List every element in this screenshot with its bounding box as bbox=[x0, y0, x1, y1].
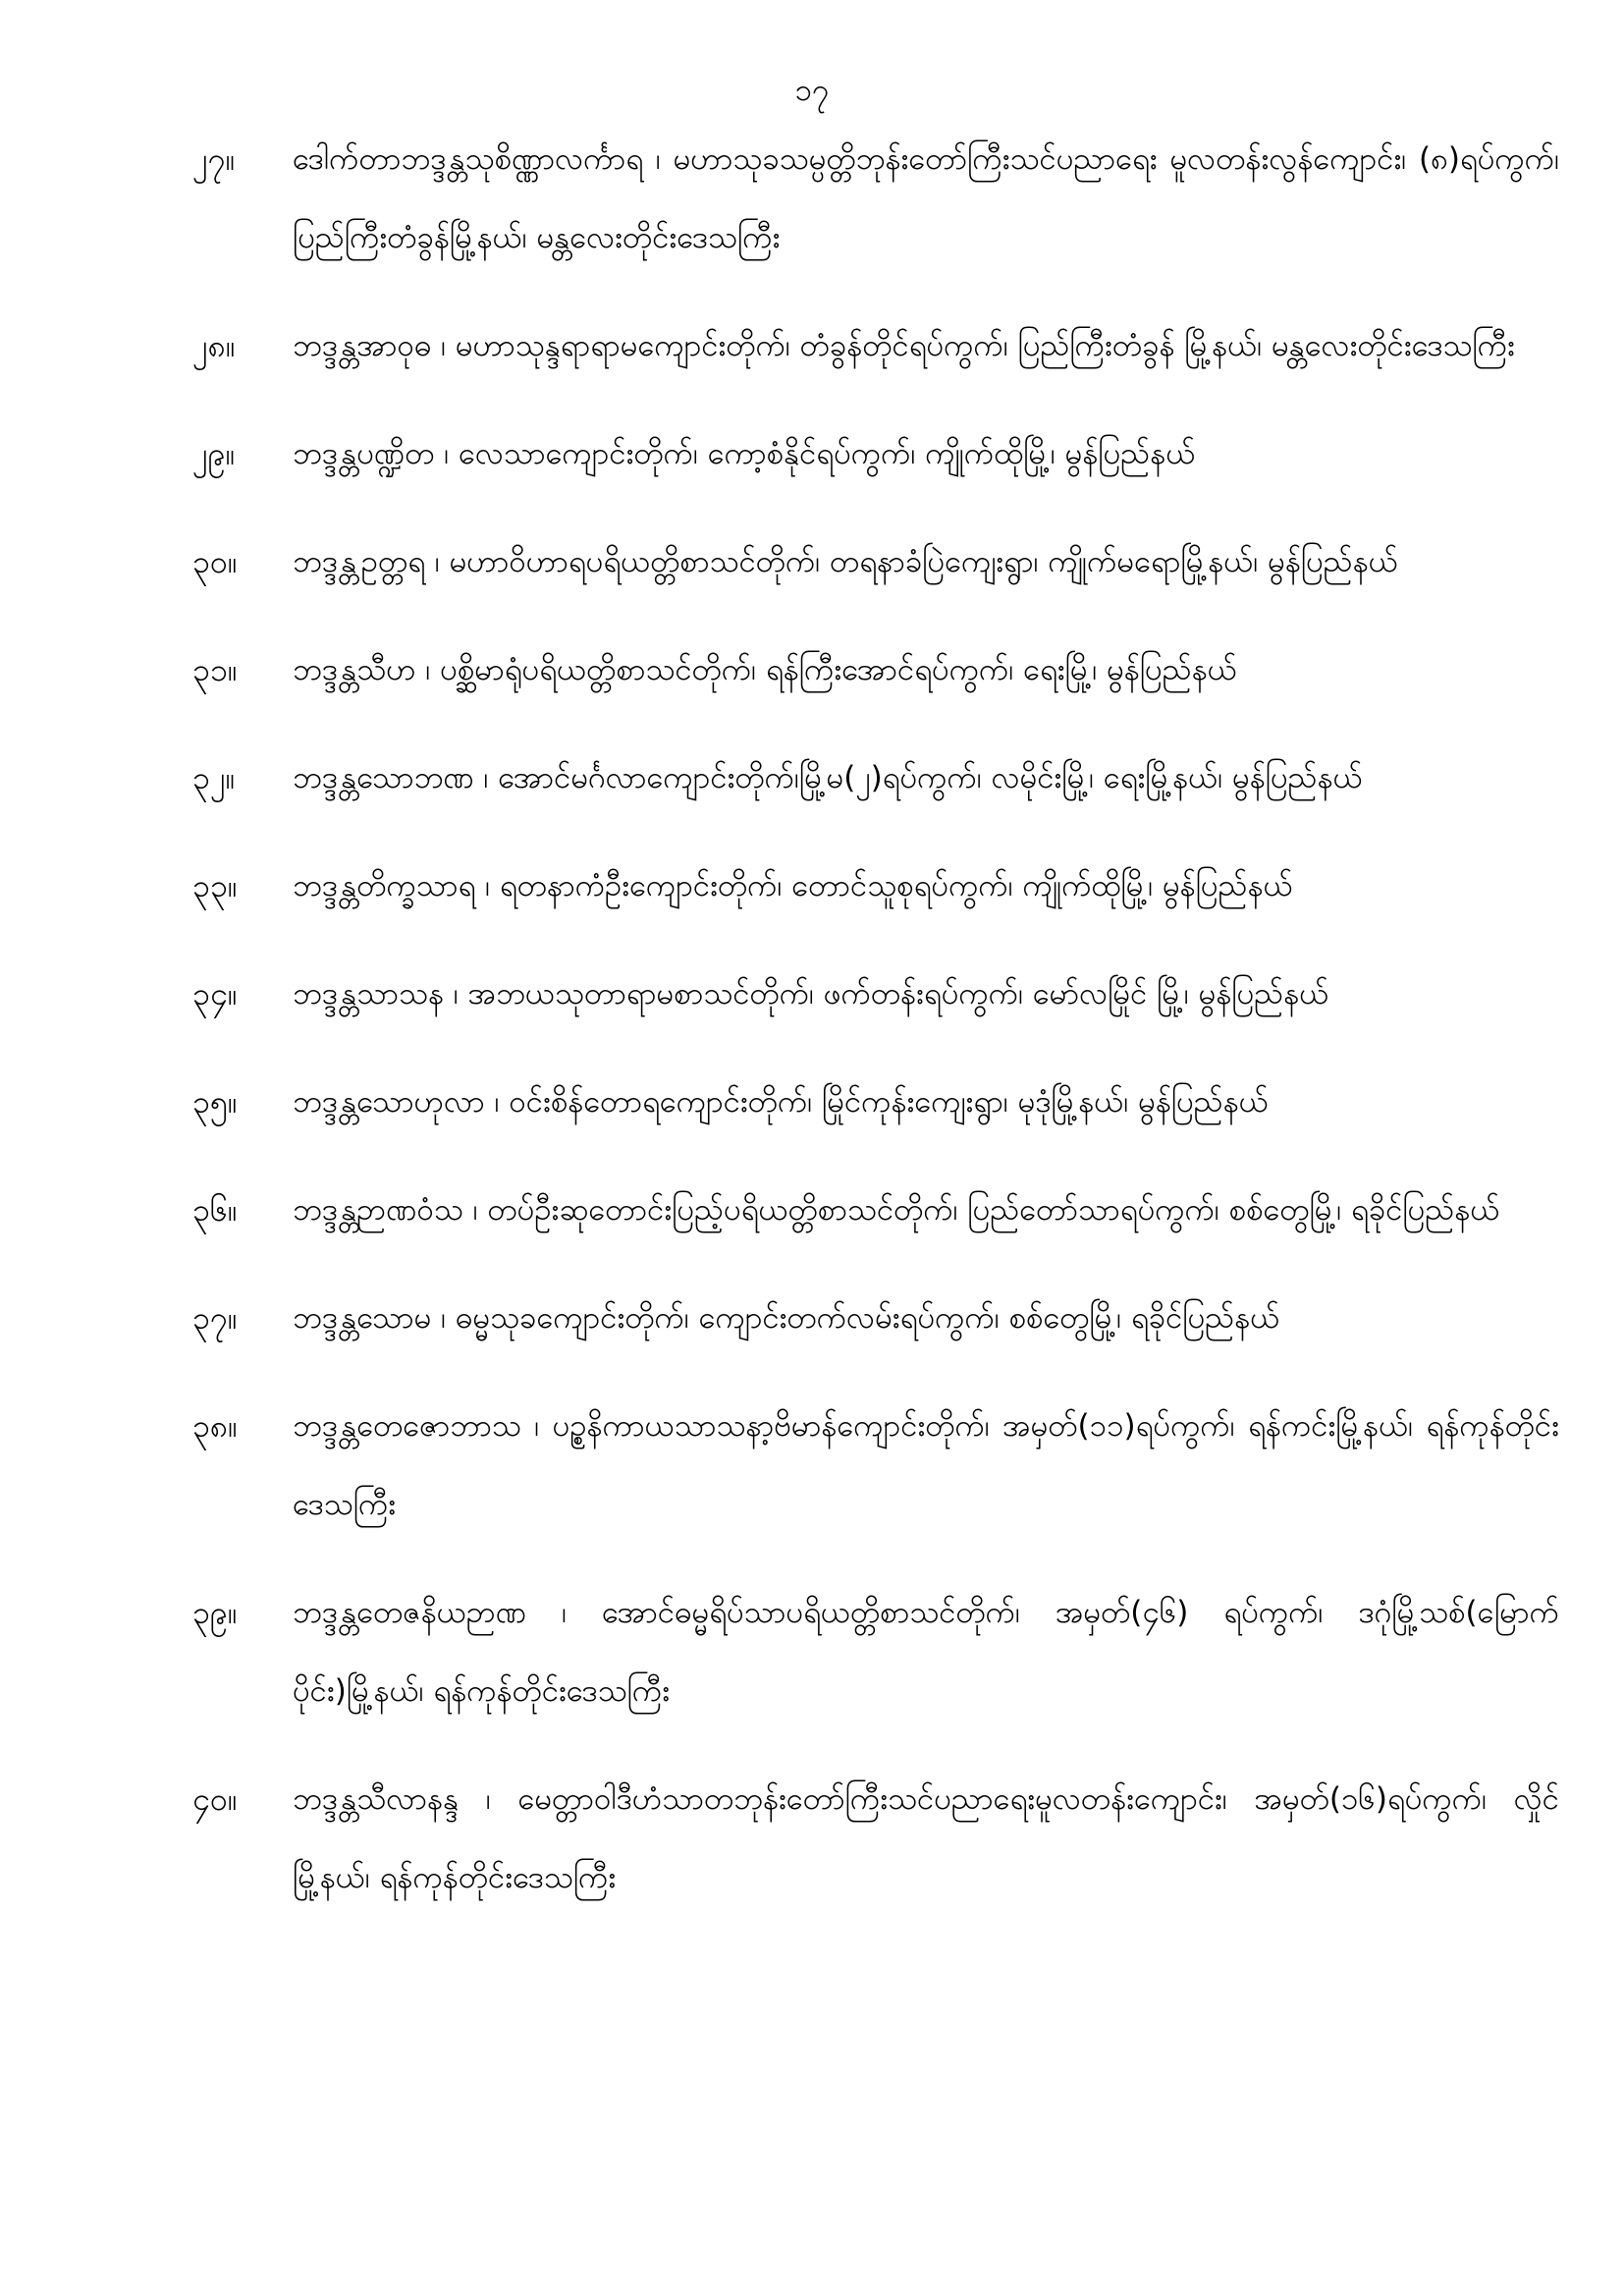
entry-number: ၃၃။ bbox=[192, 867, 238, 904]
entry-number: ၃၁။ bbox=[192, 651, 238, 688]
list-item bbox=[0, 120, 1624, 277]
list-item bbox=[0, 1171, 1624, 1249]
list-item bbox=[0, 630, 1624, 709]
list-item bbox=[0, 847, 1624, 925]
list-item bbox=[0, 1387, 1624, 1544]
list-item bbox=[0, 522, 1624, 601]
entry-list bbox=[0, 120, 1624, 1946]
entry-text: ဘဒ္ဒန္တသီဟ ၊ ပစ္ဆိမာရုံပရိယတ္တိစာသင်တိုက်၊ ရန်ကြီးအောင်ရပ်ကွက်၊ ရေးမြို့၊ မွန်ပြည်နယ် bbox=[293, 652, 1237, 687]
entry-text: ဘဒ္ဒန္တပဏ္ဍိတ ၊ လေသာကျောင်းတိုက်၊ ကော့စံနိုင်ရပ်ကွက်၊ ကျိုက်ထိုမြို့၊ မွန်ပြည်နယ် bbox=[293, 436, 1196, 471]
entry-number: ၂၈။ bbox=[192, 327, 236, 364]
list-item bbox=[0, 955, 1624, 1033]
entry-text: ဘဒ္ဒန္တဥတ္တရ ၊ မဟာဝိဟာရပရိယတ္တိစာသင်တိုက်၊ တရနာခံပြဲကျေးရွာ၊ ကျိုက်မရောမြို့နယ်၊ မွန်ပြည်နယ် bbox=[293, 544, 1398, 579]
entry-number: ၃၀။ bbox=[192, 543, 238, 580]
entry-number: ၃၇။ bbox=[192, 1299, 238, 1337]
entry-number: ၃၉။ bbox=[192, 1594, 238, 1631]
entry-number: ၂၉။ bbox=[192, 435, 236, 472]
entry-text: ဘဒ္ဒန္တသီလာနန္ဒ ၊ မေတ္တာဝါဒီဟံသာတဘုန်းတော်ကြီးသင်ပညာရေးမူလတန်းကျောင်း၊ အမှတ်(၁၆)ရပ်ကွက်၊ လှိုင်မြို့နယ်၊ ရန်ကုန်တိုင်းဒေသကြီး bbox=[293, 1781, 1559, 1895]
list-item bbox=[0, 1279, 1624, 1357]
entry-number: ၂၇။ bbox=[192, 140, 236, 178]
entry-text: ဒေါက်တာဘဒ္ဒန္တသုစိဏ္ဏာလင်္ကာရ ၊ မဟာသုခသမ္ပတ္တိဘုန်းတော်ကြီးသင်ပညာရေး မူလတန်းလွန်ကျောင်း၊ (၈)ရပ်ကွက်၊ ပြည်ကြီးတံခွန်မြို့နယ်၊ မန္တလေးတိုင်းဒေသကြီး bbox=[293, 141, 1559, 255]
list-item bbox=[0, 414, 1624, 493]
entry-text: ဘဒ္ဒန္တတိက္ခသာရ ၊ ရတနာကံဦးကျောင်းတိုက်၊ တောင်သူစုရပ်ကွက်၊ ကျိုက်ထိုမြို့၊ မွန်ပြည်နယ် bbox=[293, 868, 1293, 903]
page-number: ၁၇ bbox=[794, 73, 830, 108]
entry-number: ၃၂။ bbox=[192, 759, 236, 796]
entry-number: ၄၀။ bbox=[192, 1780, 238, 1818]
entry-text: ဘဒ္ဒန္တသောဟုလာ ၊ ဝင်းစိန်တောရကျောင်းတိုက်၊ မြိုင်ကုန်းကျေးရွာ၊ မုဒုံမြို့နယ်၊ မွန်ပြည်နယ် bbox=[293, 1084, 1269, 1120]
entry-text: ဘဒ္ဒန္တသောဘဏ ၊ အောင်မင်္ဂလာကျောင်းတိုက်၊မြို့မ(၂)ရပ်ကွက်၊ လမိုင်းမြို့၊ ရေးမြို့နယ်၊ မွန်ပြည်နယ် bbox=[293, 760, 1363, 795]
entry-number: ၃၅။ bbox=[192, 1083, 238, 1121]
entry-number: ၃၄။ bbox=[192, 975, 238, 1012]
list-item bbox=[0, 1760, 1624, 1917]
entry-number: ၃၆။ bbox=[192, 1191, 238, 1229]
entry-text: ဘဒ္ဒန္တသာသန ၊ အဘယသုတာရာမစာသင်တိုက်၊ ဖက်တန်းရပ်ကွက်၊ မော်လမြိုင် မြို့၊ မွန်ပြည်နယ် bbox=[293, 976, 1329, 1011]
entry-text: ဘဒ္ဒန္တသောမ ၊ ဓမ္မသုခကျောင်းတိုက်၊ ကျောင်းတက်လမ်းရပ်ကွက်၊ စစ်တွေမြို့၊ ရခိုင်ပြည်နယ် bbox=[293, 1300, 1280, 1336]
list-item bbox=[0, 306, 1624, 385]
entry-number: ၃၈။ bbox=[192, 1407, 238, 1445]
entry-text: ဘဒ္ဒန္တတေဇနိယဉာဏ ၊ အောင်ဓမ္မရိပ်သာပရိယတ္တိစာသင်တိုက်၊ အမှတ်(၄၆) ရပ်ကွက်၊ ဒဂုံမြို့သစ်(မြောက်ပိုင်း)မြို့နယ်၊ ရန်ကုန်တိုင်းဒေသကြီး bbox=[293, 1595, 1559, 1709]
list-item bbox=[0, 1063, 1624, 1141]
list-item bbox=[0, 738, 1624, 817]
entry-text: ဘဒ္ဒန္တဉာဏဝံသ ၊ တပ်ဦးဆုတောင်းပြည့်ပရိယတ္တိစာသင်တိုက်၊ ပြည်တော်သာရပ်ကွက်၊ စစ်တွေမြို့၊ ရခိုင်ပြည်နယ် bbox=[293, 1192, 1500, 1228]
entry-text: ဘဒ္ဒန္တအာဝုဓ ၊ မဟာသုန္ဒရာရာမကျောင်းတိုက်၊ တံခွန်တိုင်ရပ်ကွက်၊ ပြည်ကြီးတံခွန် မြို့နယ်၊ မန္တလေးတိုင်းဒေသကြီး bbox=[293, 328, 1515, 363]
list-item bbox=[0, 1573, 1624, 1730]
entry-text: ဘဒ္ဒန္တတေဇောဘာသ ၊ ပဥ္စနိကာယသာသနာ့ဗိမာန်ကျောင်းတိုက်၊ အမှတ်(၁၁)ရပ်ကွက်၊ ရန်ကင်းမြို့နယ်၊ ရန်ကုန်တိုင်းဒေသကြီး bbox=[293, 1408, 1559, 1522]
